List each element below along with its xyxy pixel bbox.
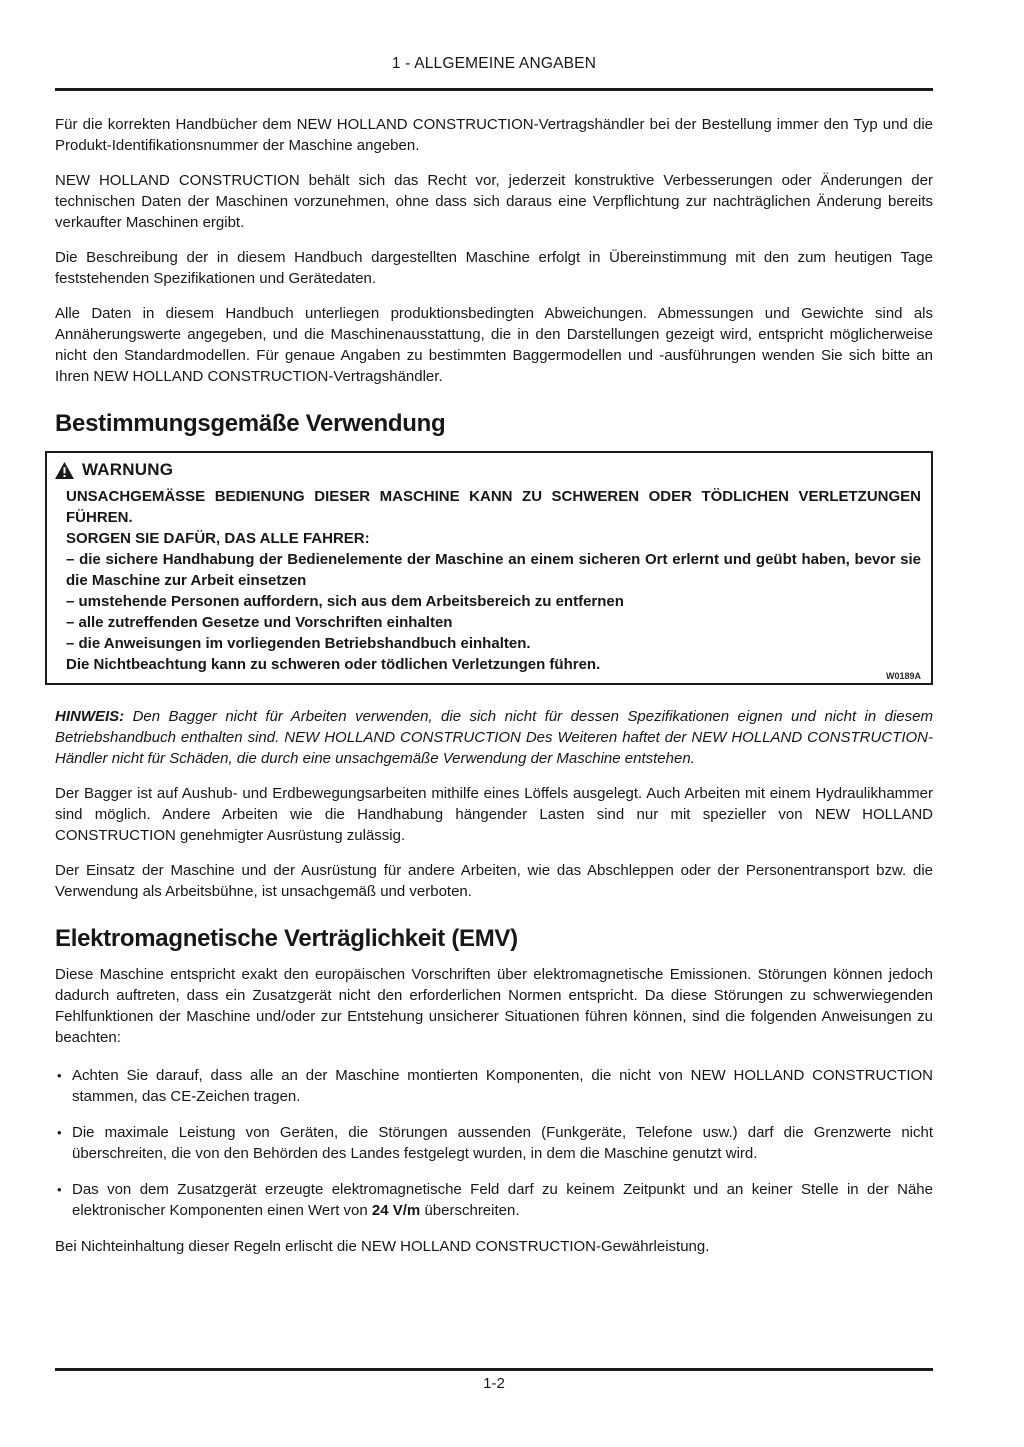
note-paragraph [55, 706, 933, 769]
bullet-text: Die maximale Leistung von Geräten, die Störungen aussenden (Funkgeräte, Telefone usw.) darf die Grenzwerte nicht überschreiten, die von den Behörden des Landes festgelegt wurden, in dem die Maschine genutzt wird. [72, 1124, 933, 1162]
warning-box [45, 451, 933, 685]
bullet-item [55, 1065, 933, 1107]
section1-paragraph: Der Einsatz der Maschine und der Ausrüstung für andere Arbeiten, wie das Abschleppen oder der Personentransport bzw. die Verwendung als Arbeitsbühne, ist unsachgemäß und verboten. [55, 862, 933, 900]
warning-reference-code: W0189A [885, 671, 921, 681]
bullet-text: Achten Sie darauf, dass alle an der Maschine montierten Komponenten, die nicht von NEW HOLLAND CONSTRUCTION stammen, das CE-Zeichen tragen. [72, 1067, 933, 1105]
page-number: 1-2 [483, 1375, 505, 1392]
intro-paragraph: Die Beschreibung der in diesem Handbuch dargestellten Maschine erfolgt in Übereinstimmung mit den zum heutigen Tage feststehenden Spezifikationen und Gerätedaten. [55, 249, 933, 287]
warning-line: UNSACHGEMÄSSE BEDIENUNG DIESER MASCHINE KANN ZU SCHWEREN ODER TÖDLICHEN VERLETZUNGEN FÜHREN. [66, 488, 921, 526]
section-title-intended-use: Bestimmungsgemäße Verwendung [55, 410, 446, 437]
bullet-bold-value: 24 V/m [371, 1202, 421, 1219]
warning-header [55, 460, 921, 480]
intro-paragraph: NEW HOLLAND CONSTRUCTION behält sich das Recht vor, jederzeit konstruktive Verbesserungen oder Änderungen der technischen Daten der Maschinen vorzunehmen, ohne dass sich daraus eine Verpflichtung zur nachträglichen Änderung bereits verkaufter Maschinen ergibt. [55, 172, 933, 231]
bullet-text: Das von dem Zusatzgerät erzeugte elektromagnetische Feld darf zu keinem Zeitpunkt und an keiner Stelle in der Nähe elektronischer Komponenten einen Wert von [72, 1181, 933, 1219]
warning-line: – die sichere Handhabung der Bedienelemente der Maschine an einem sicheren Ort erlernt und geübt haben, bevor sie die Maschine zur Arbeit einsetzen [66, 551, 921, 589]
warning-line: – die Anweisungen im vorliegenden Betriebshandbuch einhalten. [66, 635, 531, 652]
section2-closing-paragraph: Bei Nichteinhaltung dieser Regeln erlischt die NEW HOLLAND CONSTRUCTION-Gewährleistung. [55, 1238, 710, 1255]
warning-line: – umstehende Personen auffordern, sich aus dem Arbeitsbereich zu entfernen [66, 593, 624, 610]
warning-label: WARNUNG [82, 460, 174, 479]
page-header-title: 1 - ALLGEMEINE ANGABEN [391, 55, 597, 72]
bullet-item [55, 1179, 933, 1221]
page-body [55, 91, 933, 1257]
warning-line: Die Nichtbeachtung kann zu schweren oder tödlichen Verletzungen führen. [66, 656, 601, 673]
bullet-item [55, 1122, 933, 1164]
emc-bullet-list [55, 1065, 933, 1221]
warning-line: SORGEN SIE DAFÜR, DAS ALLE FAHRER: [66, 530, 370, 547]
warning-body [66, 486, 921, 675]
section2-intro-paragraph: Diese Maschine entspricht exakt den europäischen Vorschriften über elektromagnetische Emissionen. Störungen können jedoch dadurch auftreten, dass ein Zusatzgerät nicht den erforderlichen Normen entspricht. Da diese Störungen zu schwerwiegenden Fehlfunktionen der Maschine und/oder zur Entstehung unsicherer Situationen führen können, sind die folgenden Anweisungen zu beachten: [55, 966, 933, 1046]
intro-paragraph: Alle Daten in diesem Handbuch unterliegen produktionsbedingten Abweichungen. Abmessungen und Gewichte sind als Annäherungswerte angegeben, und die Maschinenausstattung, die in den Darstellungen gezeigt wird, entspricht möglicherweise nicht den Standardmodellen. Für genaue Angaben zu bestimmten Baggermodellen und -ausführungen wenden Sie sich bitte an Ihren NEW HOLLAND CONSTRUCTION-Vertragshändler. [55, 305, 933, 385]
footer-rule [55, 1368, 933, 1371]
warning-line: – alle zutreffenden Gesetze und Vorschriften einhalten [66, 614, 453, 631]
section-title-emc: Elektromagnetische Verträglichkeit (EMV) [55, 925, 518, 952]
intro-paragraph: Für die korrekten Handbücher dem NEW HOLLAND CONSTRUCTION-Vertragshändler bei der Bestellung immer den Typ und die Produkt-Identifikationsnummer der Maschine angeben. [55, 116, 933, 154]
bullet-text: überschreiten. [420, 1202, 520, 1219]
note-label: HINWEIS: [55, 708, 125, 725]
section1-paragraph: Der Bagger ist auf Aushub- und Erdbewegungsarbeiten mithilfe eines Löffels ausgelegt. Auch Arbeiten mit einem Hydraulikhammer sind möglich. Andere Arbeiten wie die Handhabung hängender Lasten sind nur mit spezieller von NEW HOLLAND CONSTRUCTION genehmigter Ausrüstung zulässig. [55, 785, 933, 844]
note-text: Den Bagger nicht für Arbeiten verwenden, die sich nicht für dessen Spezifikationen eignen und nicht in diesem Betriebshandbuch enthalten sind. NEW HOLLAND CONSTRUCTION Des Weiteren haftet der NEW HOLLAND CONSTRUCTION-Händler nicht für Schäden, die durch eine unsachgemäße Verwendung der Maschine entstehen. [55, 708, 933, 767]
warning-triangle-icon [55, 462, 74, 479]
page-footer [55, 1368, 933, 1392]
